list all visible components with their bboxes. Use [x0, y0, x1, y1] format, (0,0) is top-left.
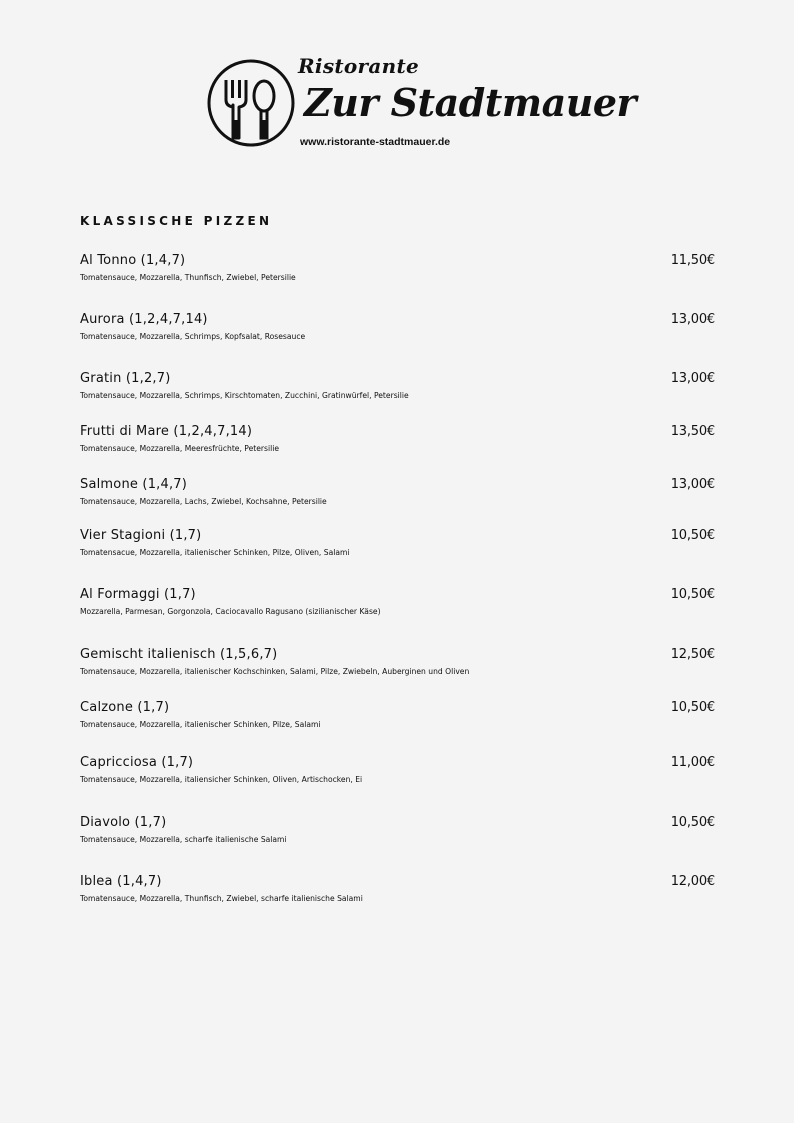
menu-item-name: Gratin (1,2,7)	[80, 371, 171, 386]
menu-item-description: Tomatensauce, Mozzarella, Thunfisch, Zwiebel, scharfe italienische Salami	[80, 894, 363, 903]
menu-item-description: Tomatensauce, Mozzarella, Schrimps, Kopfsalat, Rosesauce	[80, 332, 306, 341]
menu-item	[80, 874, 715, 903]
menu-item-name: Al Tonno (1,4,7)	[80, 253, 186, 268]
menu-item-name: Iblea (1,4,7)	[80, 874, 162, 889]
menu-item-price: 11,00€	[670, 755, 715, 770]
menu-item-name: Frutti di Mare (1,2,4,7,14)	[80, 424, 253, 439]
menu-item-price: 10,50€	[670, 587, 715, 602]
menu-item	[80, 587, 715, 616]
menu-item	[80, 755, 715, 784]
menu-item	[80, 647, 715, 676]
menu-item-description: Tomatensauce, Mozzarella, Thunfisch, Zwiebel, Petersilie	[80, 273, 296, 282]
menu-item-price: 13,00€	[670, 477, 715, 492]
menu-item-price: 12,00€	[670, 874, 715, 889]
menu-item-price: 13,00€	[670, 371, 715, 386]
menu-item-name: Diavolo (1,7)	[80, 815, 167, 830]
menu-item	[80, 528, 715, 557]
menu-item-price: 13,00€	[670, 312, 715, 327]
menu-item-description: Tomatensauce, Mozzarella, Schrimps, Kirschtomaten, Zucchini, Gratinwürfel, Petersilie	[80, 391, 409, 400]
menu-item-name: Al Formaggi (1,7)	[80, 587, 196, 602]
menu-item-description: Tomatensauce, Mozzarella, italiensicher Schinken, Oliven, Artischocken, Ei	[80, 775, 363, 784]
plate-fork-spoon-icon	[206, 58, 296, 148]
menu-item-description: Tomatensauce, Mozzarella, Meeresfrüchte, Petersilie	[80, 444, 280, 453]
menu-item	[80, 371, 715, 400]
menu-item-description: Mozzarella, Parmesan, Gorgonzola, Caciocavallo Ragusano (sizilianischer Käse)	[80, 607, 381, 616]
logo-subtitle: Ristorante	[298, 54, 420, 78]
menu-item-name: Capricciosa (1,7)	[80, 755, 194, 770]
menu-item-price: 10,50€	[670, 528, 715, 543]
menu-item	[80, 424, 715, 453]
menu-item	[80, 312, 715, 341]
menu-item-price: 10,50€	[670, 700, 715, 715]
menu-item-name: Vier Stagioni (1,7)	[80, 528, 202, 543]
menu-item	[80, 253, 715, 282]
menu-item-price: 12,50€	[670, 647, 715, 662]
menu-item-price: 11,50€	[670, 253, 715, 268]
menu-item	[80, 700, 715, 729]
section-title: KLASSISCHE PIZZEN	[80, 214, 273, 228]
menu-item-description: Tomatensacue, Mozzarella, italienischer Schinken, Pilze, Oliven, Salami	[80, 548, 350, 557]
menu-item-name: Gemischt italienisch (1,5,6,7)	[80, 647, 278, 662]
menu-item	[80, 477, 715, 506]
menu-item-description: Tomatensauce, Mozzarella, scharfe italienische Salami	[80, 835, 287, 844]
menu-item-description: Tomatensauce, Mozzarella, italienischer Schinken, Pilze, Salami	[80, 720, 321, 729]
website-url[interactable]: www.ristorante-stadtmauer.de	[300, 136, 451, 148]
menu-item-description: Tomatensauce, Mozzarella, italienischer Kochschinken, Salami, Pilze, Zwiebeln, Auberginen und Oliven	[80, 667, 470, 676]
menu-item-name: Calzone (1,7)	[80, 700, 170, 715]
menu-item-name: Aurora (1,2,4,7,14)	[80, 312, 208, 327]
menu-item	[80, 815, 715, 844]
menu-item-description: Tomatensauce, Mozzarella, Lachs, Zwiebel, Kochsahne, Petersilie	[80, 497, 327, 506]
restaurant-logo	[206, 54, 637, 154]
restaurant-name: Zur Stadtmauer	[304, 80, 637, 125]
menu-item-price: 13,50€	[670, 424, 715, 439]
menu-item-price: 10,50€	[670, 815, 715, 830]
menu-item-name: Salmone (1,4,7)	[80, 477, 188, 492]
